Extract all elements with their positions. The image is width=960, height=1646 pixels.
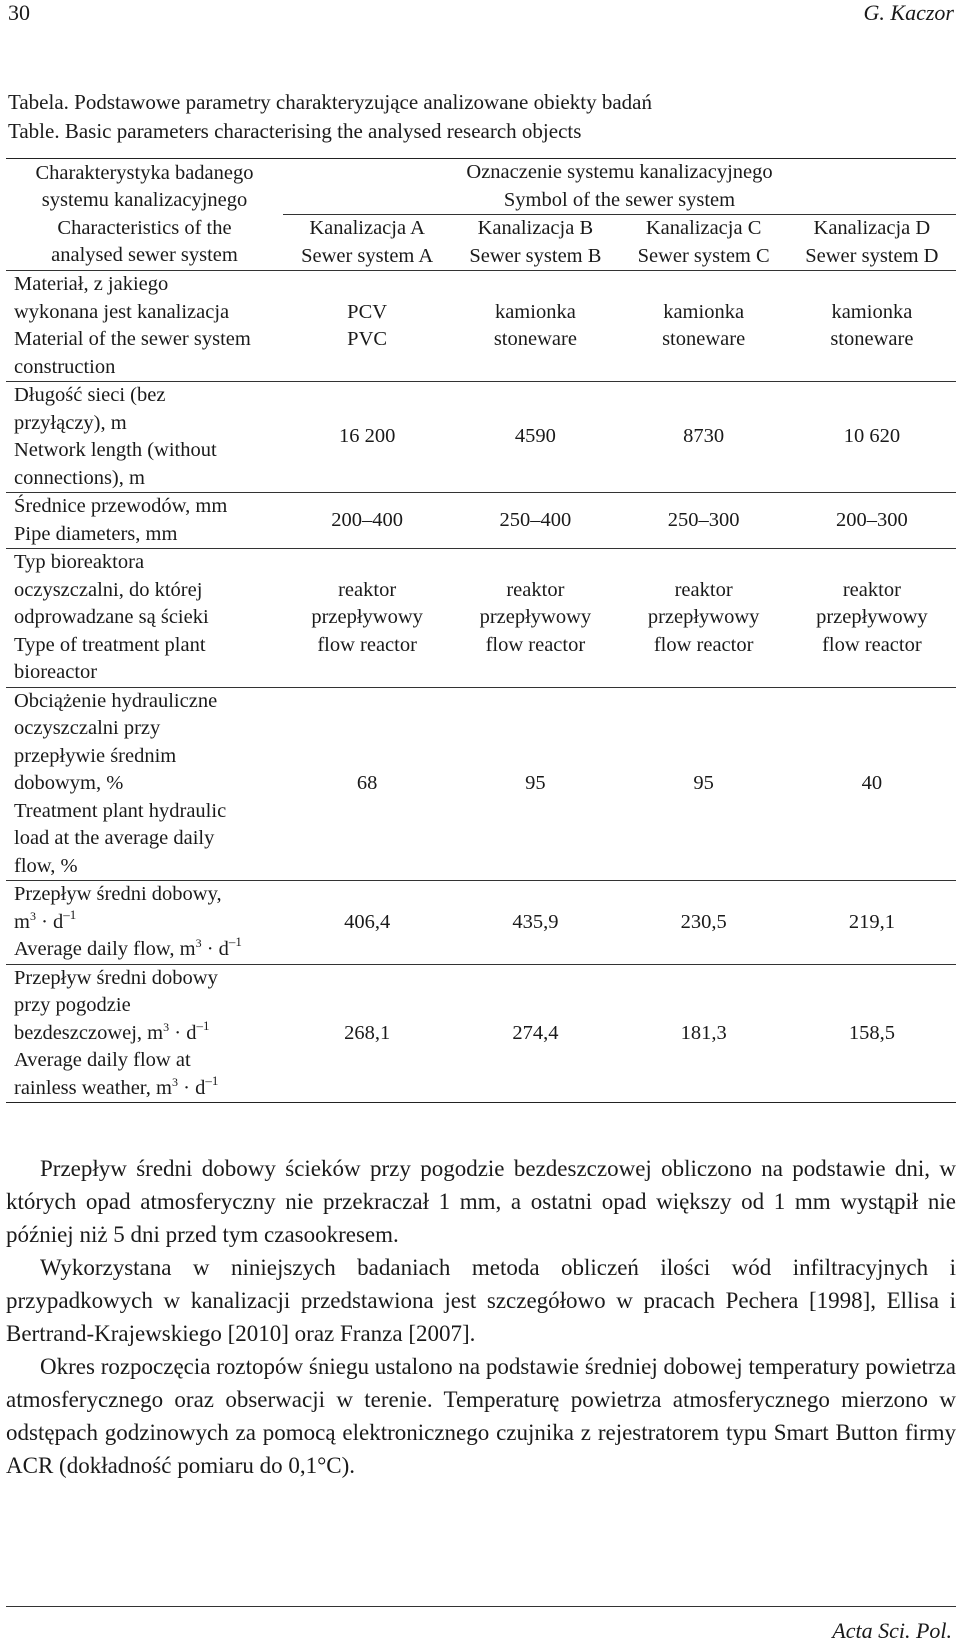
caption-en: Table. Basic parameters characterising the analysed research objects xyxy=(8,119,582,143)
cell-length-d: 10 620 xyxy=(788,382,956,493)
table-row xyxy=(6,687,956,881)
cell-flow-a: 406,4 xyxy=(283,881,451,965)
table-row xyxy=(6,382,956,493)
system-header-c: Kanalizacja C Sewer system C xyxy=(637,217,770,267)
cell-flow-c: 230,5 xyxy=(620,881,788,965)
row-label-material: Materiał, z jakiego wykonana jest kanalizacja Material of the sewer system construction xyxy=(6,271,283,382)
cell-material-b: kamionka stoneware xyxy=(451,271,619,382)
paragraph: Okres rozpoczęcia roztopów śniegu ustalono na podstawie średniej dobowej temperatury powietrza atmosferycznego oraz obserwacji w terenie. Temperaturę powietrza atmosferycznego mierzono w odstępach godzinowych za pomocą elektronicznego czujnika z rejestratorem typu Smart Button firmy ACR (dokładność pomiaru do 0,1°C). xyxy=(6,1354,956,1478)
cell-bioreactor-d: reaktor przepływowy flow reactor xyxy=(788,549,956,688)
row-label-bioreactor: Typ bioreaktora oczyszczalni, do której odprowadzane są ścieki Type of treatment plant bioreactor xyxy=(6,549,283,688)
journal-name: Acta Sci. Pol. xyxy=(832,1618,952,1643)
table-row xyxy=(6,964,956,1103)
body-text xyxy=(6,1152,956,1482)
cell-diam-d: 200–300 xyxy=(788,493,956,549)
cell-rainless-c: 181,3 xyxy=(620,964,788,1103)
cell-load-d: 40 xyxy=(788,687,956,881)
caption-pl: Tabela. Podstawowe parametry charakteryzujące analizowane obiekty badań xyxy=(8,90,652,114)
group-header-sewer-symbol: Oznaczenie systemu kanalizacyjnego Symbol of the sewer system xyxy=(283,159,956,215)
table-row xyxy=(6,549,956,688)
cell-length-a: 16 200 xyxy=(283,382,451,493)
cell-rainless-a: 268,1 xyxy=(283,964,451,1103)
system-header-b: Kanalizacja B Sewer system B xyxy=(469,217,602,267)
cell-bioreactor-b: reaktor przepływowy flow reactor xyxy=(451,549,619,688)
cell-rainless-d: 158,5 xyxy=(788,964,956,1103)
cell-length-c: 8730 xyxy=(620,382,788,493)
cell-bioreactor-a: reaktor przepływowy flow reactor xyxy=(283,549,451,688)
table-caption xyxy=(8,88,652,146)
cell-diam-c: 250–300 xyxy=(620,493,788,549)
cell-length-b: 4590 xyxy=(451,382,619,493)
paragraph: Przepływ średni dobowy ścieków przy pogodzie bezdeszczowej obliczono na podstawie dni, w których opad atmosferyczny nie przekraczał 1 mm, a ostatni opad większy od 1 mm wystąpił nie później niż 5 dni przed tym czasookresem. xyxy=(6,1156,956,1247)
parameters-table xyxy=(6,158,956,1103)
table-row xyxy=(6,493,956,549)
table-row xyxy=(6,271,956,382)
cell-load-b: 95 xyxy=(451,687,619,881)
table-row xyxy=(6,881,956,965)
column-header-characteristics: Charakterystyka badanego systemu kanalizacyjnego Characteristics of the analysed sewer system xyxy=(6,159,283,271)
running-author: G. Kaczor xyxy=(863,0,954,25)
row-label-network-length: Długość sieci (bez przyłączy), m Network length (without connections), m xyxy=(6,382,283,493)
cell-flow-b: 435,9 xyxy=(451,881,619,965)
row-label-hydraulic-load: Obciążenie hydrauliczne oczyszczalni przy przepływie średnim dobowym, % Treatment plant hydraulic load at the average daily flow, % xyxy=(6,687,283,881)
cell-material-a: PCV PVC xyxy=(283,271,451,382)
cell-diam-b: 250–400 xyxy=(451,493,619,549)
system-header-a: Kanalizacja A Sewer system A xyxy=(301,217,434,267)
cell-material-d: kamionka stoneware xyxy=(788,271,956,382)
row-label-rainless-flow: Przepływ średni dobowy przy pogodzie bezdeszczowej, $m^3 \cdot d^{-1}$ Average daily flow at rainless weather, $m^3 \cdot d^{-1}$ xyxy=(6,964,283,1103)
cell-bioreactor-c: reaktor przepływowy flow reactor xyxy=(620,549,788,688)
cell-load-a: 68 xyxy=(283,687,451,881)
row-label-average-flow: Przepływ średni dobowy, $m^3 \cdot d^{-1}$ Average daily flow, $m^3 \cdot d^{-1}$ xyxy=(6,881,283,965)
paragraph: Wykorzystana w niniejszych badaniach metoda obliczeń ilości wód infiltracyjnych i przypadkowych w kanalizacji przedstawiona jest szczegółowo w pracach Pechera [1998], Ellisa i Bertrand-Krajewskiego [2010] oraz Franza [2007]. xyxy=(6,1255,956,1346)
cell-diam-a: 200–400 xyxy=(283,493,451,549)
cell-flow-d: 219,1 xyxy=(788,881,956,965)
page-number: 30 xyxy=(8,0,30,25)
cell-material-c: kamionka stoneware xyxy=(620,271,788,382)
row-label-pipe-diameters: Średnice przewodów, mm Pipe diameters, mm xyxy=(6,493,283,549)
system-header-d: Kanalizacja D Sewer system D xyxy=(805,217,939,267)
cell-load-c: 95 xyxy=(620,687,788,881)
cell-rainless-b: 274,4 xyxy=(451,964,619,1103)
footer-divider xyxy=(6,1606,956,1607)
